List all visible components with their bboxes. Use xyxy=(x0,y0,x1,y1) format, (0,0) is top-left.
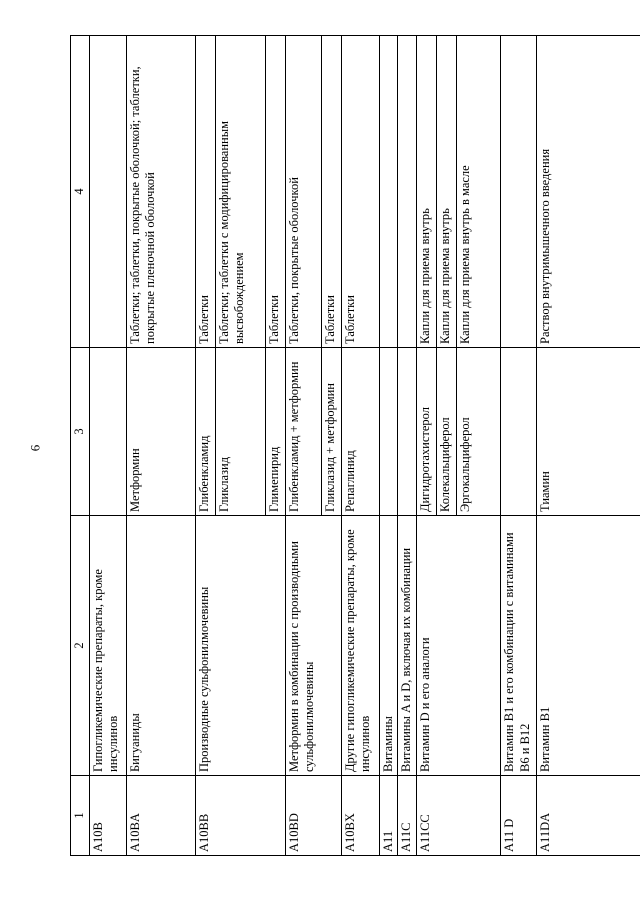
atc-group: Витамины A и D, включая их комбинации xyxy=(398,516,417,776)
atc-group: Витамин B1 и его комбинации с витаминами B6 и B12 xyxy=(500,516,536,776)
drug-name xyxy=(398,348,417,516)
dosage-form xyxy=(398,36,417,348)
atc-group: Витамин D и его аналоги xyxy=(416,516,500,776)
table-row xyxy=(416,36,436,856)
dosage-form: Таблетки xyxy=(341,36,379,348)
dosage-form: Капли для приема внутрь xyxy=(436,36,456,348)
drug-table xyxy=(70,35,640,856)
table-row xyxy=(285,36,321,856)
dosage-form: Таблетки xyxy=(195,36,215,348)
atc-code: A11CC xyxy=(416,776,500,856)
drug-name: Колекальциферол xyxy=(436,348,456,516)
drug-name: Гликлазид xyxy=(215,348,265,516)
table-row xyxy=(89,36,126,856)
rotated-table-container xyxy=(70,36,640,856)
dosage-form: Капли для приема внутрь в масле xyxy=(456,36,500,348)
header-col-4: 4 xyxy=(71,36,90,348)
dosage-form: Таблетки xyxy=(265,36,285,348)
table-row xyxy=(341,36,379,856)
drug-name: Репаглинид xyxy=(341,348,379,516)
table-row xyxy=(398,36,417,856)
drug-name: Глимепирид xyxy=(265,348,285,516)
table-row xyxy=(536,36,640,856)
atc-group: Другие гипогликемические препараты, кроме инсулинов xyxy=(341,516,379,776)
dosage-form xyxy=(89,36,126,348)
atc-code: A10B xyxy=(89,776,126,856)
atc-code: A10BA xyxy=(126,776,195,856)
dosage-form: Раствор внутримышечного введения xyxy=(536,36,640,348)
atc-group: Витамин B1 xyxy=(536,516,640,776)
drug-name: Гликлазид + метформин xyxy=(321,348,341,516)
atc-group: Бигуаниды xyxy=(126,516,195,776)
header-row xyxy=(71,36,90,856)
dosage-form: Таблетки; таблетки, покрытые оболочкой; таблетки, покрытые пленочной оболочкой xyxy=(126,36,195,348)
atc-code: A11 D xyxy=(500,776,536,856)
atc-group: Производные сульфонилмочевины xyxy=(195,516,285,776)
drug-name: Эргокальциферол xyxy=(456,348,500,516)
atc-code: A10BD xyxy=(285,776,341,856)
drug-name: Тиамин xyxy=(536,348,640,516)
atc-code: A11DA xyxy=(536,776,640,856)
drug-name: Глибенкламид + метформин xyxy=(285,348,321,516)
table-row xyxy=(379,36,398,856)
atc-code: A11 xyxy=(379,776,398,856)
atc-group: Гипогликемические препараты, кроме инсулинов xyxy=(89,516,126,776)
header-col-2: 2 xyxy=(71,516,90,776)
table-row xyxy=(500,36,536,856)
atc-group: Метформин в комбинации с производными сульфонилмочевины xyxy=(285,516,341,776)
atc-code: A11C xyxy=(398,776,417,856)
drug-name: Метформин xyxy=(126,348,195,516)
drug-name xyxy=(500,348,536,516)
dosage-form: Капли для приема внутрь xyxy=(416,36,436,348)
dosage-form: Таблетки, покрытые оболочкой xyxy=(285,36,321,348)
drug-name: Дигидротахистерол xyxy=(416,348,436,516)
page-number: 6 xyxy=(27,444,43,452)
table-row xyxy=(195,36,215,856)
dosage-form xyxy=(379,36,398,348)
drug-name: Глибенкламид xyxy=(195,348,215,516)
dosage-form xyxy=(500,36,536,348)
atc-code: A10BX xyxy=(341,776,379,856)
drug-name xyxy=(379,348,398,516)
dosage-form: Таблетки; таблетки с модифицированным высвобождением xyxy=(215,36,265,348)
drug-name xyxy=(89,348,126,516)
atc-code: A10BB xyxy=(195,776,285,856)
dosage-form: Таблетки xyxy=(321,36,341,348)
atc-group: Витамины xyxy=(379,516,398,776)
header-col-3: 3 xyxy=(71,348,90,516)
table-row xyxy=(126,36,195,856)
header-col-1: 1 xyxy=(71,776,90,856)
